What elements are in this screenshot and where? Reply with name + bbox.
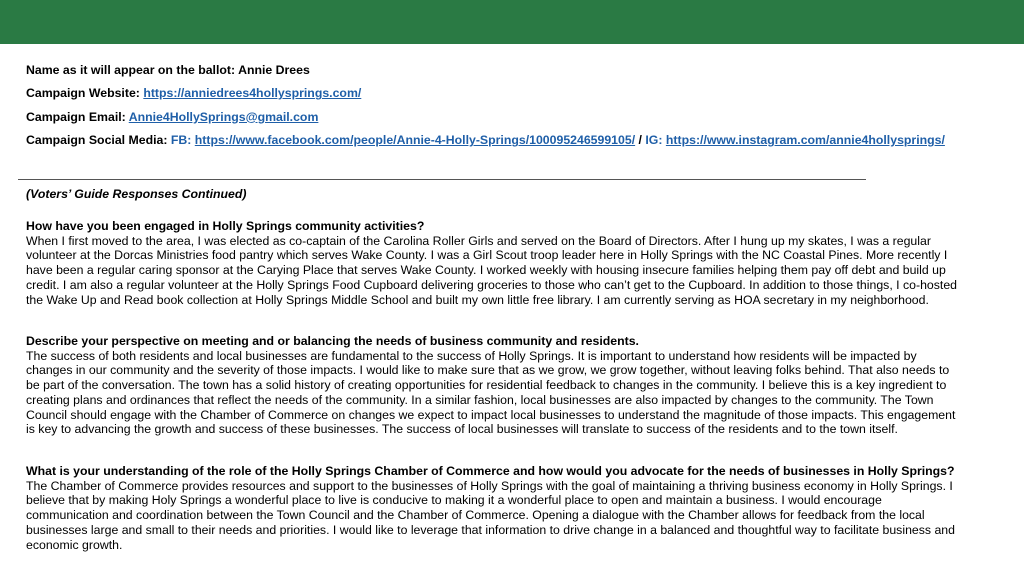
social-separator: / [638, 133, 642, 148]
answer-text: When I first moved to the area, I was elected as co-captain of the Carolina Roller Girls and served on the Board of Directors. After I hung up my skates, I was a regular volunteer at the Dorcas Ministries food pantry which serves Wake County. I was a Girl Scout troop leader here in Holly Springs with the NC Coastal Pines. More recently I have been a regular caring sponsor at the Carying Place that serves Wake County. I worked weekly with housing insecure families helping them pay off debt and build up credit. I am also a regular volunteer at the Holly Springs Food Cupboard delivering groceries to those who can’t get to the Cupboard. In addition to those things, I co-hosted the Wake Up and Read book collection at Holly Springs Middle School and built my own little free library. I am currently serving as HOA secretary in my neighborhood. [26, 233, 958, 307]
question-text: Describe your perspective on meeting and or balancing the needs of business community and residents. [26, 334, 639, 348]
answer-text: The Chamber of Commerce provides resources and support to the businesses of Holly Springs with the goal of maintaining a thriving business economy in Holly Springs. I believe that by making Holy Springs a wonderful place to live is conducive to making it a wonderful place to open and maintain a business. I would encourage communication and coordination between the Town Council and the Chamber of Commerce. Opening a dialogue with the Chamber allows for feedback from the local businesses large and small to their needs and priorities. I would like to leverage that information to drive change in a balanced and thoughtful way to facilitate business and economic growth. [26, 478, 955, 552]
email-row [26, 110, 966, 125]
website-row [26, 86, 966, 101]
section-divider [18, 179, 866, 180]
question-text: How have you been engaged in Holly Springs community activities? [26, 219, 425, 233]
social-media-label: Campaign Social Media: [26, 133, 168, 148]
qa-block-chamber-of-commerce [26, 464, 961, 552]
facebook-tag: FB: [170, 133, 192, 148]
ballot-name-value: Annie Drees [238, 63, 310, 77]
email-link[interactable]: Annie4HollySprings@gmail.com [128, 109, 319, 124]
section-note: (Voters’ Guide Responses Continued) [26, 187, 247, 201]
candidate-info [26, 63, 966, 157]
website-link[interactable]: https://anniedrees4hollysprings.com/ [143, 86, 362, 101]
qa-block-business-balance [26, 334, 961, 437]
instagram-tag: IG: [645, 133, 663, 148]
email-label: Campaign Email: [26, 109, 126, 124]
qa-block-community [26, 219, 961, 307]
facebook-link[interactable]: https://www.facebook.com/people/Annie-4-Holly-Springs/100095246599105/ [194, 133, 636, 148]
instagram-link[interactable]: https://www.instagram.com/annie4hollysprings/ [665, 133, 945, 148]
header-bar [0, 0, 1024, 44]
question-text: What is your understanding of the role of the Holly Springs Chamber of Commerce and how would you advocate for the needs of businesses in Holly Springs? [26, 464, 955, 478]
website-label: Campaign Website: [26, 86, 140, 101]
ballot-name-label: Name as it will appear on the ballot: [26, 63, 236, 77]
social-media-row [26, 133, 966, 148]
answer-text: The success of both residents and local businesses are fundamental to the success of Holly Springs. It is important to understand how residents will be impacted by changes in our community and the severity of those impacts. I would like to make sure that as we grow, we grow together, without leaving folks behind. That also needs to be part of the conversation. The town has a solid history of creating opportunities for residential feedback to changes in the community. I believe this is a key ingredient to creating plans and ordinances that reflect the needs of the community. In a similar fashion, local businesses are also impacted by changes to the community. The Town Council should engage with the Chamber of Commerce on changes we expect to impact local businesses to understand the magnitude of those impacts. This engagement is key to advancing the growth and success of these businesses. The success of local businesses will translate to success of the residents and to the town itself. [26, 348, 956, 437]
ballot-name-row [26, 63, 966, 78]
